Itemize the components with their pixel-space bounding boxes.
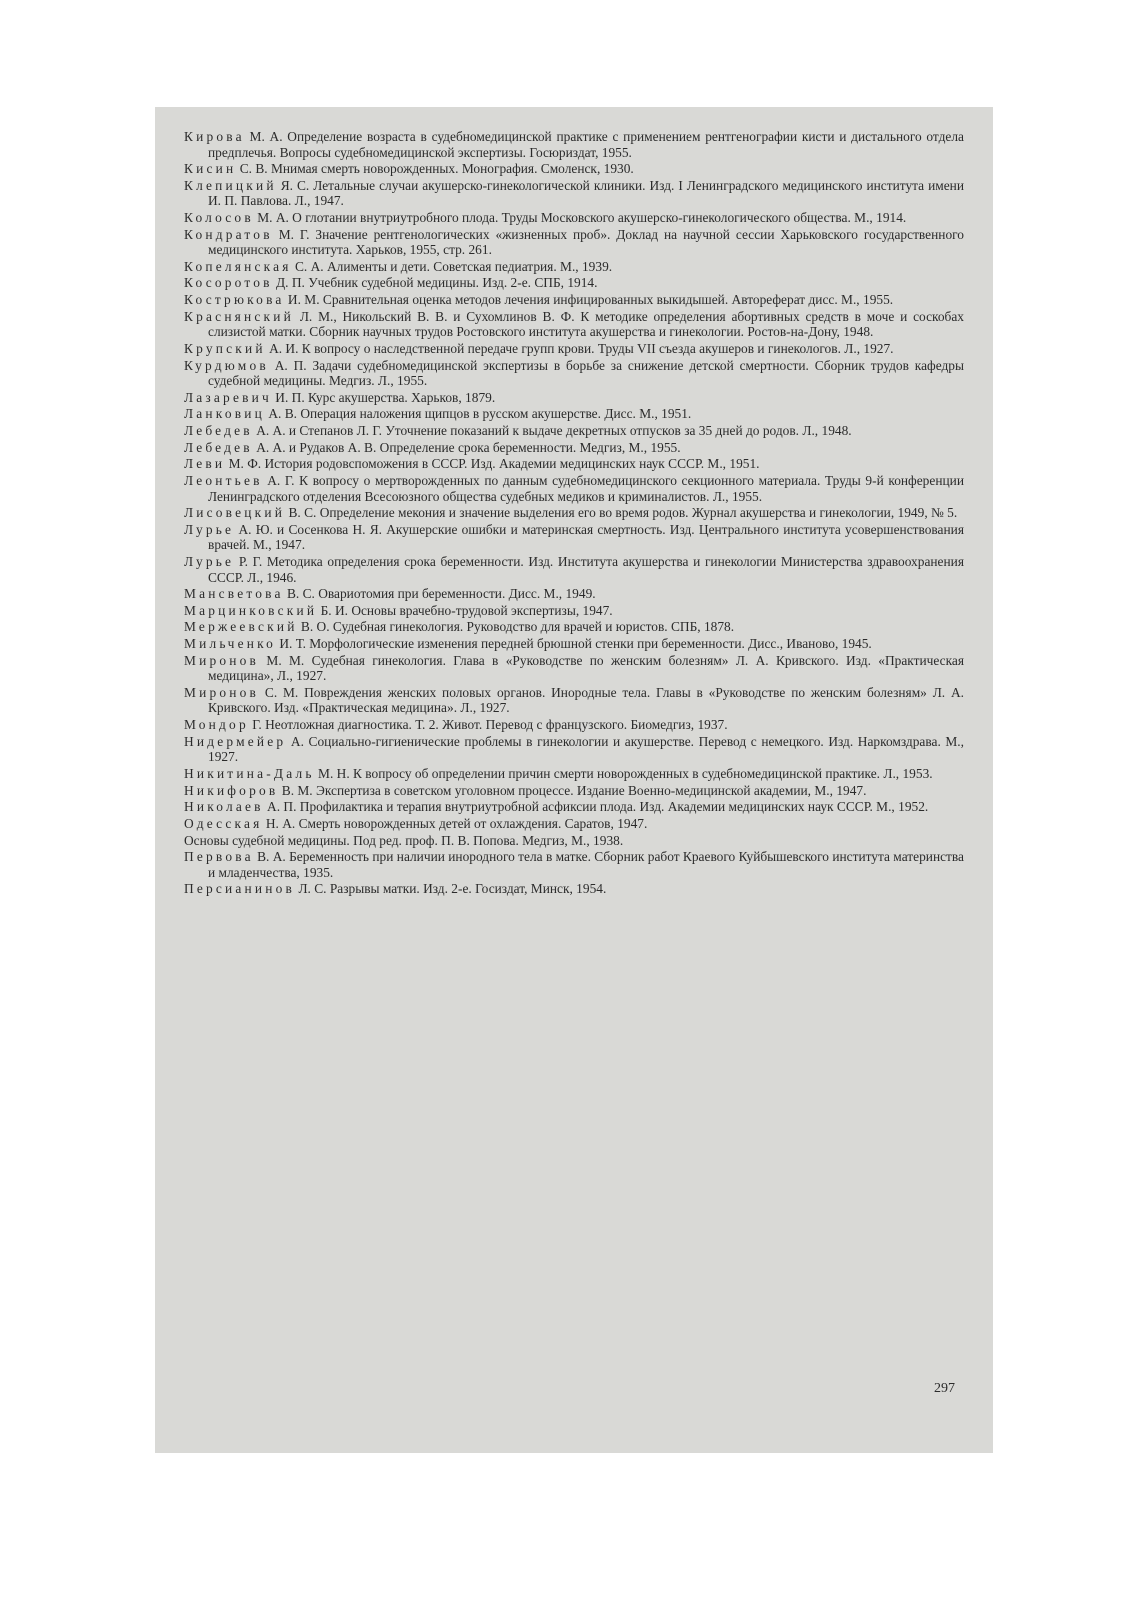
entry-author: Косоротов [184,275,273,291]
entry-text: М. А. Определение возраста в судебномедицинской практике с применением рентгенографии кисти и дистального отдела предплечья. Вопросы судебномедицинской экспертизы. Госюриздат, 1955. [208,129,964,160]
bibliography-entry [184,259,964,275]
entry-text: А. П. Профилактика и терапия внутриутробной асфиксии плода. Изд. Академии медицинских наук СССР. М., 1952. [267,799,929,815]
entry-text: И. М. Сравнительная оценка методов лечения инфицированных выкидышей. Автореферат дисс. М., 1955. [287,292,894,308]
bibliography-entry [184,653,964,684]
entry-text: И. П. Курс акушерства. Харьков, 1879. [275,389,496,405]
entry-text: В. С. Определение мекония и значение выделения его во время родов. Журнал акушерства и гинекологии, 1949, № 5. [288,505,958,521]
bibliography-entry [184,816,964,832]
bibliography-entry [184,341,964,357]
entry-author: Лебедев [184,439,253,455]
bibliography-entry [184,717,964,733]
bibliography-entry [184,456,964,472]
entry-text: А. В. Операция наложения щипцов в русском акушерстве. Дисс. М., 1951. [268,406,692,422]
entry-text: Н. А. Смерть новорожденных детей от охлаждения. Саратов, 1947. [265,815,648,831]
entry-author: Краснянский [184,308,294,324]
entry-author: Леонтьев [184,472,263,488]
bibliography-entry [184,881,964,897]
entry-author: Курдюмов [184,357,269,373]
entry-author: Никитина-Даль [184,765,315,781]
bibliography-entry [184,440,964,456]
entry-text: М. А. О глотании внутриутробного плода. Труды Московского акушерско-гинекологического общества. М., 1914. [257,210,907,226]
entry-author: Лисовецкий [184,505,286,521]
entry-text: В. С. Овариотомия при беременности. Дисс. М., 1949. [286,586,596,602]
bibliography-entry [184,636,964,652]
entry-text: Я. С. Летальные случаи акушерско-гинекологической клиники. Изд. I Ленинградского медицинского института имени И. П. Павлова. Л., 1947. [208,177,964,209]
bibliography-entry [184,406,964,422]
entry-text: А. И. К вопросу о наследственной передаче групп крови. Труды VII съезда акушеров и гинекологов. Л., 1927. [269,340,894,356]
entry-text: В. А. Беременность при наличии инородного тела в матке. Сборник работ Краевого Куйбышевского института материнства и младенчества, 1935. [208,849,964,880]
book-page [155,107,993,1453]
entry-text: Д. П. Учебник судебной медицины. Изд. 2-е. СПБ, 1914. [276,275,598,291]
entry-author: Миронов [184,652,260,668]
page-number: 297 [934,1381,955,1396]
entry-author: Мондор [184,717,249,733]
bibliography-entry [184,292,964,308]
entry-author: Крупский [184,340,266,356]
entry-text: С. М. Повреждения женских половых органов. Инородные тела. Главы в «Руководстве по женским болезням» Л. А. Кривского. Изд. «Практическая медицина». Л., 1927. [208,684,964,716]
bibliography-entry [184,309,964,340]
entry-author: Копелянская [184,258,292,274]
entry-text: А. А. и Степанов Л. Г. Уточнение показаний к выдаче декретных отпусков за 35 дней до родов. Л., 1948. [256,423,852,439]
entry-author: Кострюкова [184,292,285,308]
entry-author: Ланковиц [184,406,265,422]
entry-author: Персианинов [184,881,296,897]
bibliography-entry [184,390,964,406]
entry-author: Леви [184,456,226,472]
bibliography-entry [184,554,964,585]
entry-text: Основы судебной медицины. Под ред. проф. П. В. Попова. Медгиз, М., 1938. [184,832,624,848]
entry-author: Мансветова [184,586,284,602]
entry-author: Лурье [184,554,235,569]
entry-author: Клепицкий [184,177,277,193]
entry-author: Одесская [184,815,263,831]
bibliography-entry [184,603,964,619]
bibliography-entry [184,210,964,226]
bibliography-entry [184,423,964,439]
entry-text: Л. С. Разрывы матки. Изд. 2-е. Госиздат, Минск, 1954. [298,881,607,897]
entry-text: М. М. Судебная гинекология. Глава в «Руководстве по женским болезням» Л. А. Кривского. Изд. «Практическая медицина», Л., 1927. [208,652,964,684]
entry-author: Мильченко [184,636,277,652]
bibliography-entry [184,227,964,258]
bibliography-entry [184,586,964,602]
entry-text: В. О. Судебная гинекология. Руководство для врачей и юристов. СПБ, 1878. [300,619,735,635]
entry-author: Миронов [184,684,260,700]
entry-text: И. Т. Морфологические изменения передней брюшной стенки при беременности. Дисс., Иваново, 1945. [279,636,872,652]
bibliography-entry [184,734,964,765]
entry-author: Кирова [184,129,245,144]
bibliography-entry [184,358,964,389]
entry-author: Лазаревич [184,389,272,405]
bibliography-entry [184,833,964,849]
entry-text: Г. Неотложная диагностика. Т. 2. Живот. Перевод с французского. Биомедгиз, 1937. [252,717,728,733]
entry-text: А. П. Задачи судебномедицинской экспертизы в борьбе за снижение детской смертности. Сборник трудов кафедры судебной медицины. Медгиз. Л., 1955. [208,357,964,389]
bibliography-entry [184,619,964,635]
bibliography-entry [184,505,964,521]
entry-text: Р. Г. Методика определения срока беременности. Изд. Института акушерства и гинекологии Министерства здравоохранения СССР. Л., 1946. [208,554,964,585]
entry-author: Кондратов [184,226,273,242]
bibliography-entry [184,161,964,177]
entry-author: Мержеевский [184,619,298,635]
entry-text: В. М. Экспертиза в советском уголовном процессе. Издание Военно-медицинской академии, М., 1947. [281,782,867,798]
entry-author: Лебедев [184,423,253,439]
bibliography-list [184,129,964,898]
bibliography-entry [184,799,964,815]
bibliography-entry [184,849,964,880]
entry-text: А. А. и Рудаков А. В. Определение срока беременности. Медгиз, М., 1955. [256,439,681,455]
entry-author: Кисин [184,161,237,177]
entry-text: М. Н. К вопросу об определении причин смерти новорожденных в судебномедицинской практике. Л., 1953. [318,765,933,781]
entry-author: Николаев [184,799,264,815]
bibliography-entry [184,275,964,291]
bibliography-entry [184,685,964,716]
entry-text: Л. М., Никольский В. В. и Сухомлинов В. Ф. К методике определения абортивных средств в моче и соскобах слизистой матки. Сборник научных трудов Ростовского института акушерства и гинекологии. Ростов-на-Дону, 1948. [208,308,964,340]
entry-text: А. Социально-гигиенические проблемы в гинекологии и акушерстве. Перевод с немецкого. Изд. Наркомздрава. М., 1927. [208,733,964,765]
entry-text: Б. И. Основы врачебно-трудовой экспертизы, 1947. [320,602,613,618]
entry-author: Марцинковский [184,602,318,618]
entry-text: С. В. Мнимая смерть новорожденных. Монография. Смоленск, 1930. [239,161,634,177]
bibliography-entry [184,178,964,209]
entry-author: Колосов [184,210,254,226]
entry-text: А. Ю. и Сосенкова Н. Я. Акушерские ошибки и материнская смертность. Изд. Центрального института усовершенствования врачей. М., 1947. [208,521,964,553]
entry-text: А. Г. К вопросу о мертворожденных по данным судебномедицинского секционного материала. Труды 9-й конференции Ленинградского отделения Всесоюзного общества судебных медиков и криминалистов. Л., 1955. [208,472,964,504]
entry-author: Нидермейер [184,733,287,749]
entry-author: Лурье [184,521,235,537]
bibliography-entry [184,522,964,553]
bibliography-entry [184,783,964,799]
entry-text: М. Ф. История родовспоможения в СССР. Изд. Академии медицинских наук СССР. М., 1951. [228,456,760,472]
entry-text: М. Г. Значение рентгенологических «жизненных проб». Доклад на научной сессии Харьковского государственного медицинского института. Харьков, 1955, стр. 261. [208,226,964,258]
entry-text: С. А. Алименты и дети. Советская педиатрия. М., 1939. [295,258,613,274]
bibliography-entry [184,129,964,160]
entry-author: Первова [184,849,254,865]
entry-author: Никифоров [184,782,279,798]
bibliography-entry [184,766,964,782]
bibliography-entry [184,473,964,504]
